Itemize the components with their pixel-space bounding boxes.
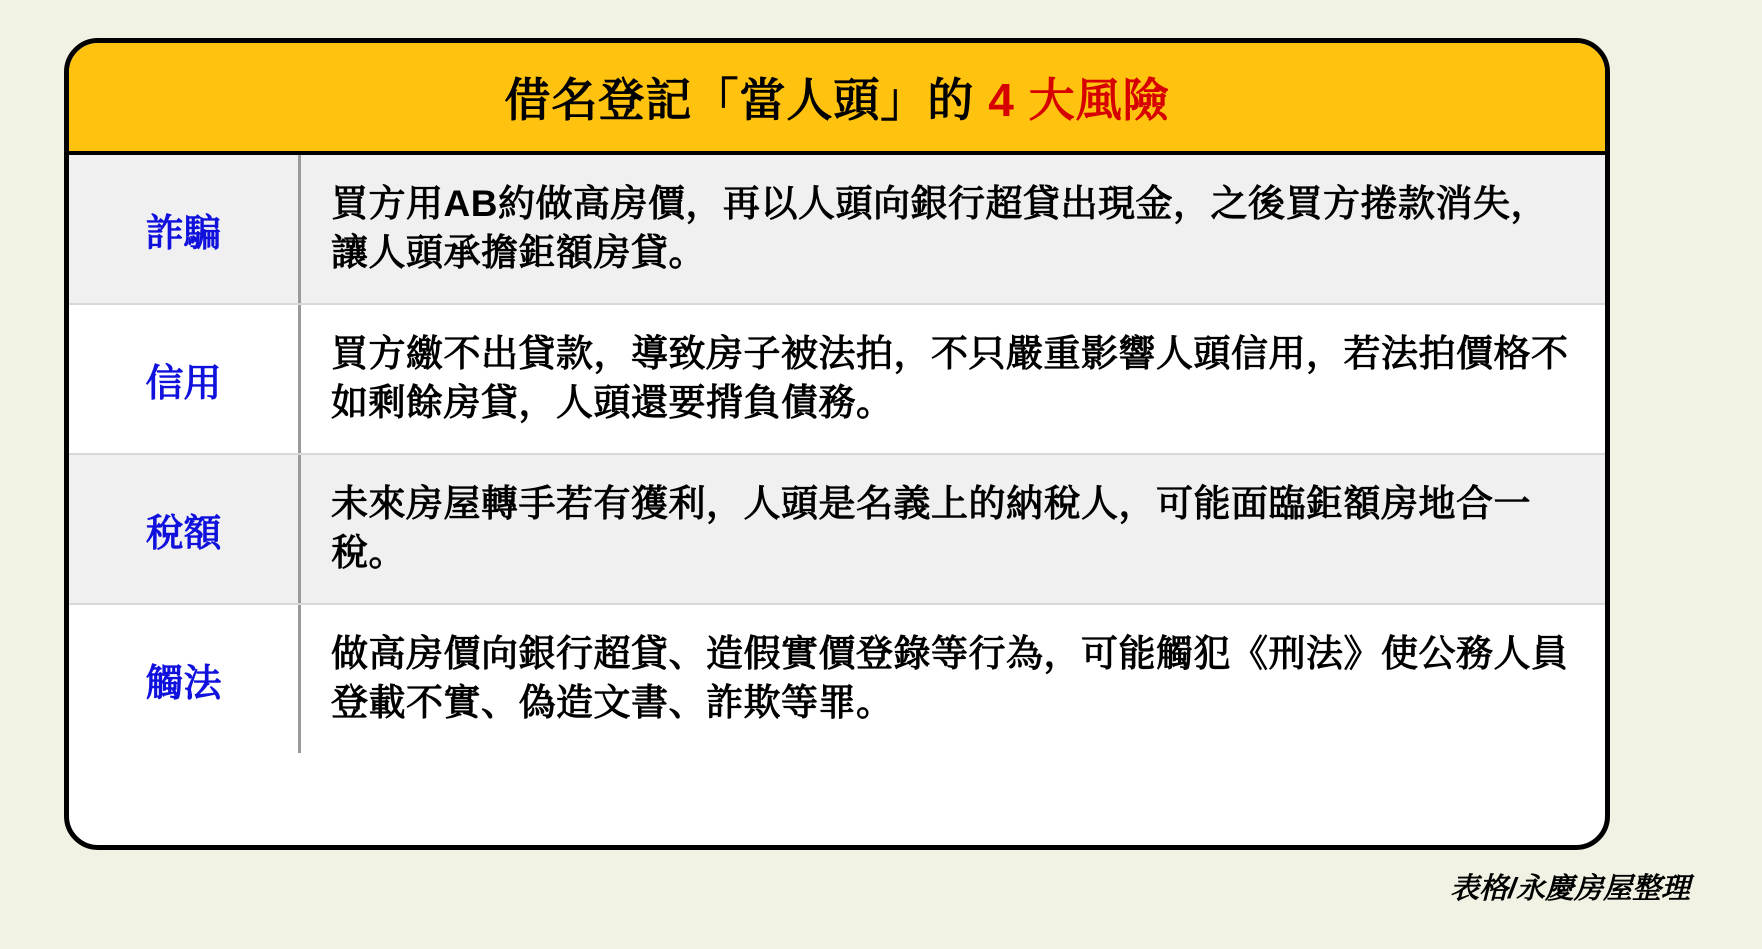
row-text-credit: 買方繳不出貸款，導致房子被法拍，不只嚴重影響人頭信用，若法拍價格不如剩餘房貸，人頭還要揹負債務。 [331,333,1569,423]
page-title [504,64,1169,130]
row-label-tax: 稅額 [69,455,301,603]
table-row [69,605,1605,753]
page-title-accent: 4 大風險 [988,74,1170,126]
table-row [69,305,1605,455]
row-label-fraud: 詐騙 [69,155,301,303]
card-header [69,43,1605,155]
source-credit: 表格/永慶房屋整理 [1449,873,1690,905]
row-text-tax: 未來房屋轉手若有獲利，人頭是名義上的納稅人，可能面臨鉅額房地合一稅。 [331,483,1531,573]
table-row [69,455,1605,605]
risk-rows [69,155,1605,753]
row-text-illegal: 做高房價向銀行超貸、造假實價登錄等行為，可能觸犯《刑法》使公務人員登載不實、偽造文書、詐欺等罪。 [331,633,1569,723]
row-label-illegal: 觸法 [69,605,301,753]
page-title-prefix: 借名登記「當人頭」的 [504,74,989,126]
table-row [69,155,1605,305]
risk-table-card [64,38,1610,850]
row-text-fraud: 買方用AB約做高房價，再以人頭向銀行超貸出現金，之後買方捲款消失，讓人頭承擔鉅額房貸。 [331,183,1548,273]
row-label-credit: 信用 [69,305,301,453]
